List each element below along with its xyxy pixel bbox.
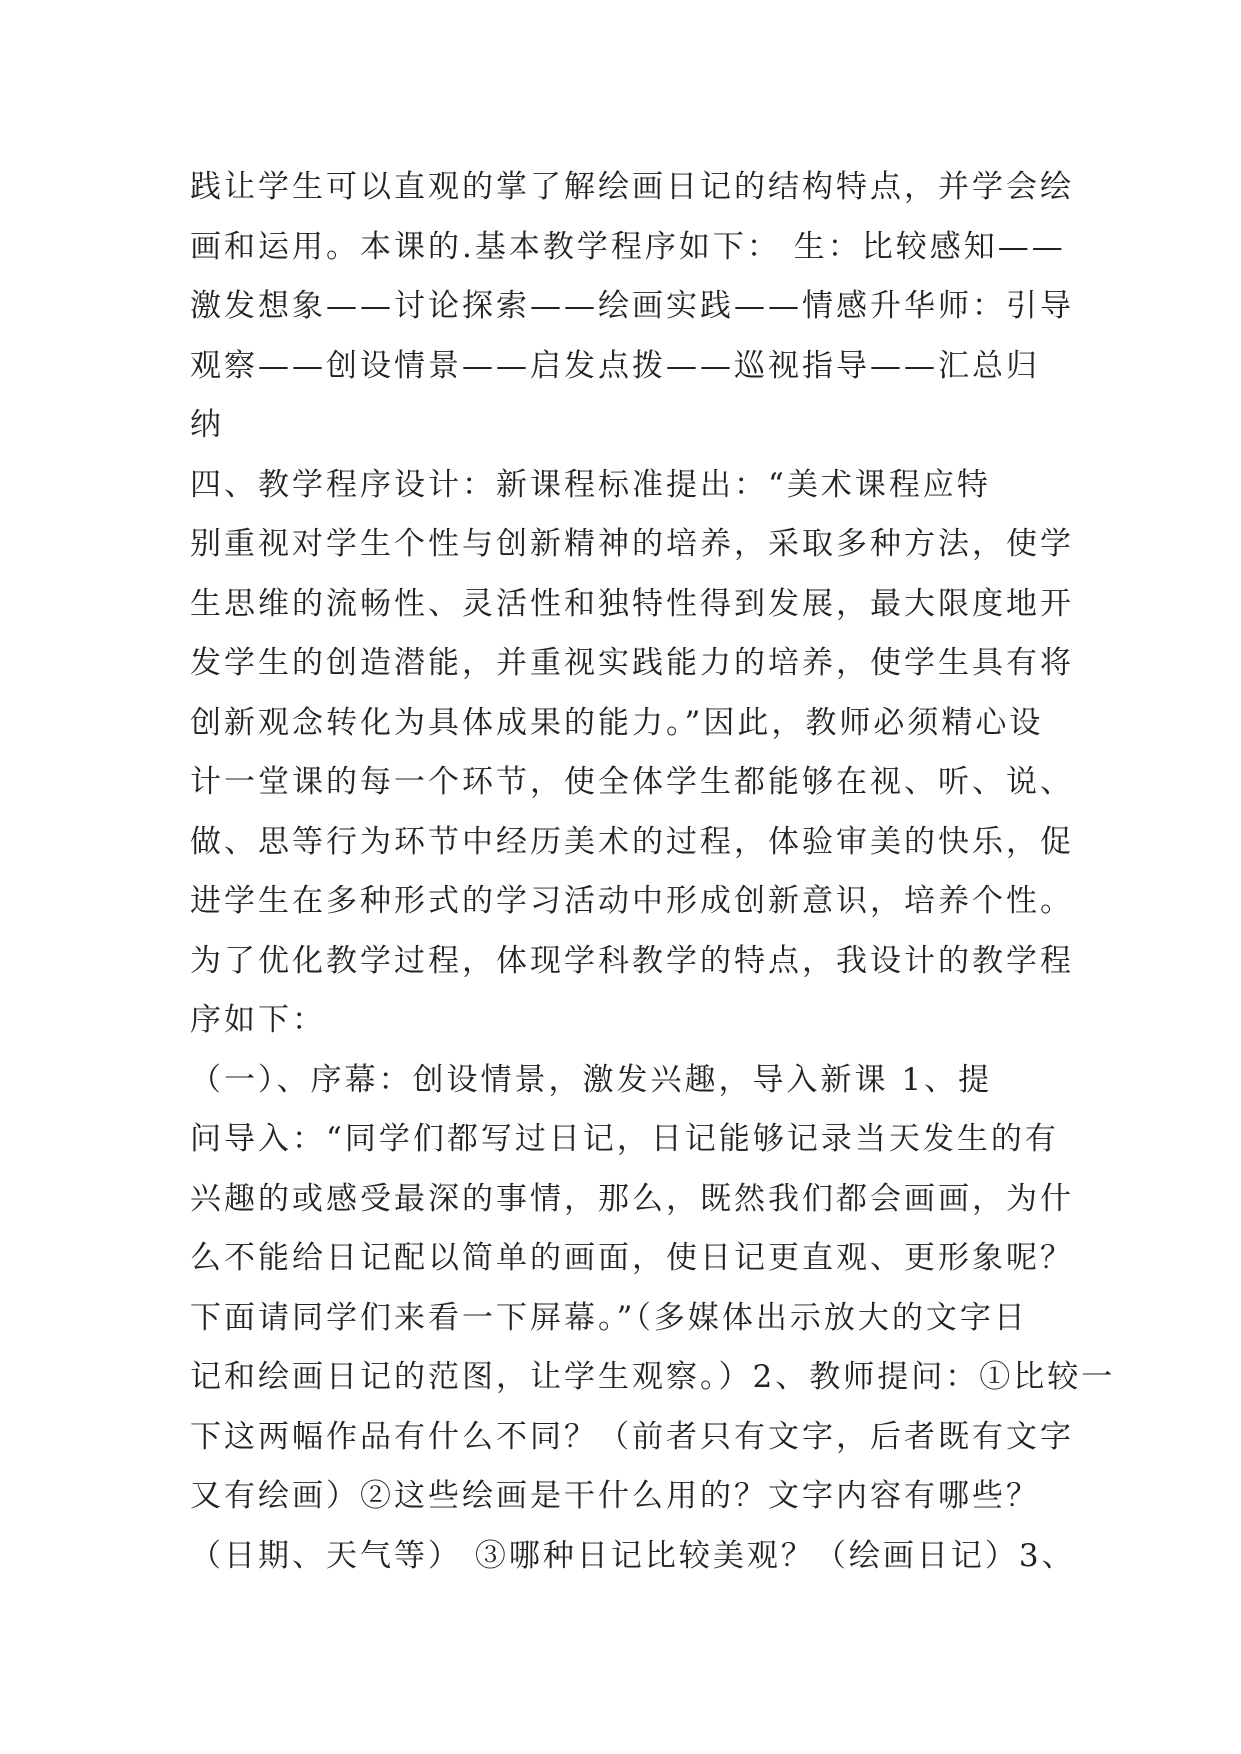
text-line: 下这两幅作品有什么不同？（前者只有文字，后者既有文字 <box>190 1418 1074 1455</box>
text-line: 记和绘画日记的范图，让学生观察。）2、教师提问：①比较一 <box>190 1359 1116 1395</box>
text-line: 创新观念转化为具体成果的能力。”因此，教师必须精心设 <box>190 704 1044 741</box>
text-line: 序如下： <box>190 1002 326 1038</box>
text-line: 做、思等行为环节中经历美术的过程，体验审美的快乐，促 <box>190 823 1074 860</box>
text-line: 计一堂课的每一个环节，使全体学生都能够在视、听、说、 <box>190 764 1074 800</box>
text-line: 为了优化教学过程，体现学科教学的特点，我设计的教学程 <box>190 942 1074 979</box>
body-text <box>190 158 1116 1586</box>
text-line: 四、教学程序设计：新课程标准提出：“美术课程应特 <box>190 466 991 503</box>
text-line: 么不能给日记配以简单的画面，使日记更直观、更形象呢？ <box>190 1240 1074 1276</box>
text-line: 纳 <box>190 407 224 443</box>
text-line: 践让学生可以直观的掌了解绘画日记的结构特点，并学会绘 <box>190 169 1074 205</box>
text-line: 画和运用。本课的.基本教学程序如下： 生：比较感知—— <box>190 228 1066 265</box>
text-line: 进学生在多种形式的学习活动中形成创新意识，培养个性。 <box>190 883 1074 919</box>
text-line: （日期、天气等） ③哪种日记比较美观？（绘画日记）3、 <box>190 1537 1076 1574</box>
text-line: 兴趣的或感受最深的事情，那么，既然我们都会画画，为什 <box>190 1180 1074 1217</box>
text-line: 问导入：“同学们都写过日记，日记能够记录当天发生的有 <box>190 1121 1059 1157</box>
text-line: （一）、序幕：创设情景，激发兴趣，导入新课 1、提 <box>190 1061 993 1098</box>
text-line: 又有绘画）②这些绘画是干什么用的？文字内容有哪些？ <box>190 1478 1040 1514</box>
text-line: 发学生的创造潜能，并重视实践能力的培养，使学生具有将 <box>190 645 1074 681</box>
text-line: 生思维的流畅性、灵活性和独特性得到发展，最大限度地开 <box>190 585 1074 622</box>
text-line: 激发想象——讨论探索——绘画实践——情感升华师：引导 <box>190 288 1074 324</box>
text-line: 别重视对学生个性与创新精神的培养，采取多种方法，使学 <box>190 526 1074 562</box>
text-line: 下面请同学们来看一下屏幕。”（多媒体出示放大的文字日 <box>190 1299 1028 1336</box>
text-line: 观察——创设情景——启发点拨——巡视指导——汇总归 <box>190 347 1040 384</box>
